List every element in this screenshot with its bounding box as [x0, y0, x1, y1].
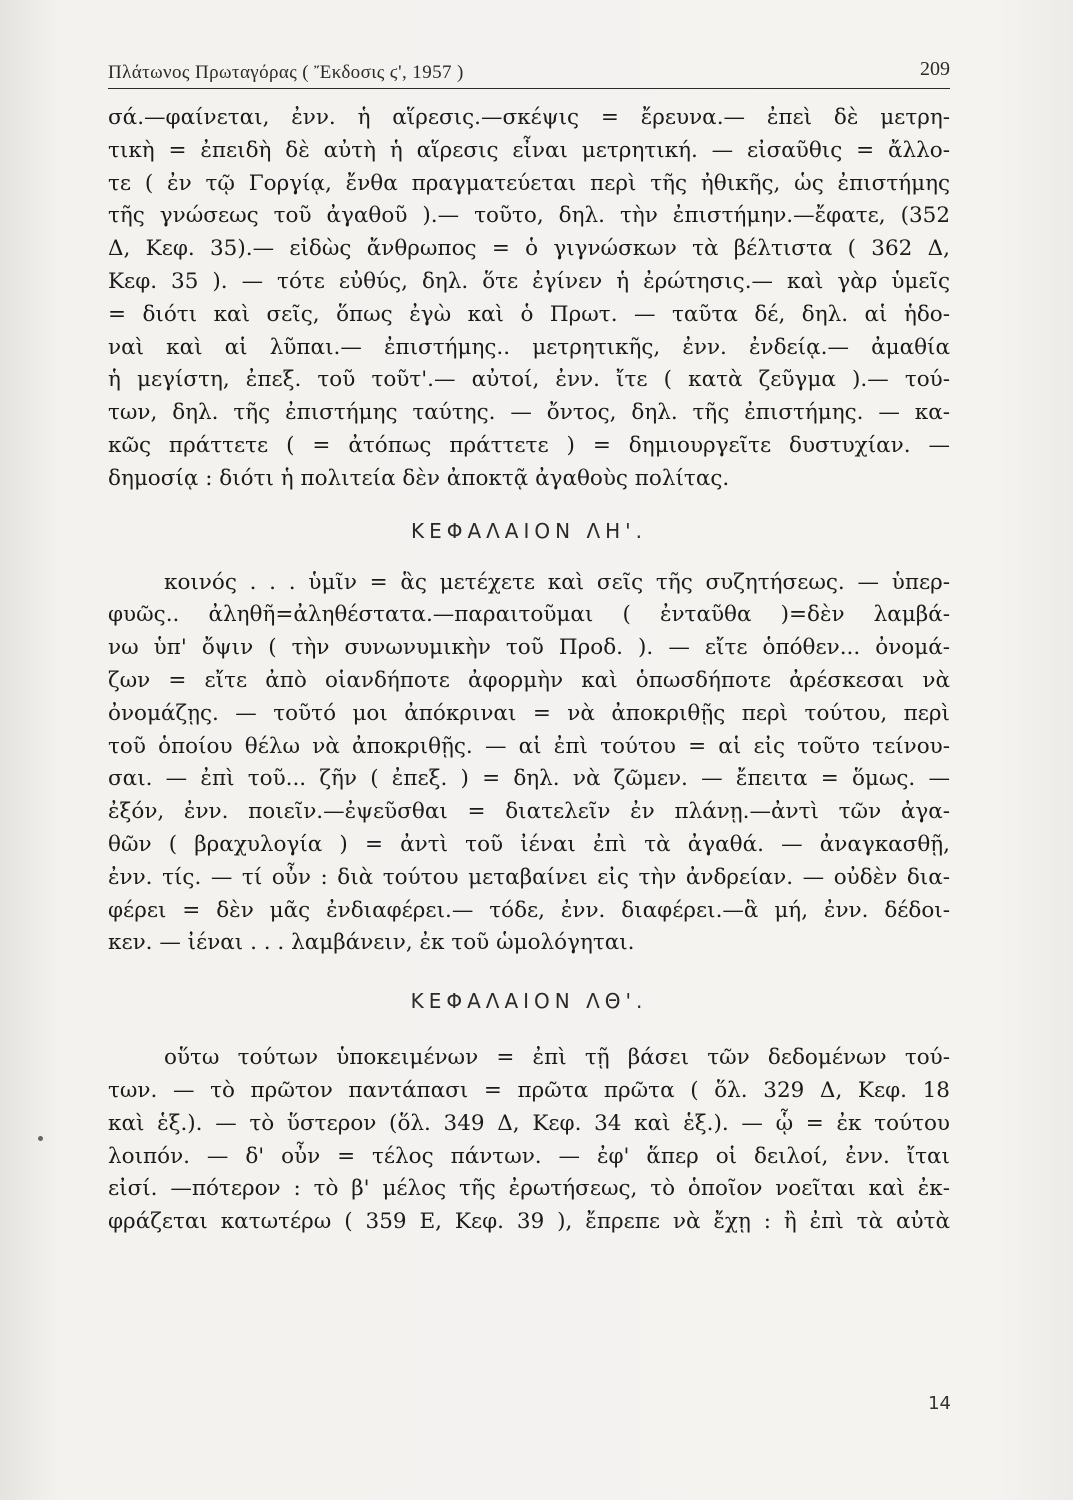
margin-dot — [38, 1136, 43, 1141]
text-line: φυῶς.. ἀληθῆ=ἀληθέστατα.—παραιτοῦμαι ( ἐνταῦθα )=δὲν λαμβά- — [108, 602, 950, 628]
text-line: τῆς γνώσεως τοῦ ἀγαθοῦ ).— τοῦτο, δηλ. τὴν ἐπιστήμην.—ἔφατε, (352 — [108, 203, 950, 229]
text-line: = διότι καὶ σεῖς, ὅπως ἐγὼ καὶ ὁ Πρωτ. — ταῦτα δέ, δηλ. αἱ ἡδο- — [108, 301, 950, 327]
chapter-heading: ΚΕΦΑΛΑΙΟΝ ΛΗ'. — [410, 518, 648, 543]
paragraph-2 — [108, 567, 950, 961]
commentary-text — [108, 102, 950, 1239]
text-line: κοινός . . . ὑμῖν = ἃς μετέχετε καὶ σεῖς τῆς συζητήσεως. — ὑπερ- — [164, 569, 950, 595]
text-line: ναὶ καὶ αἱ λῦπαι.— ἐπιστήμης.. μετρητικῆς, ἐνν. ἐνδείᾳ.— ἀμαθία — [108, 334, 950, 360]
text-line: λοιπόν. — δ' οὖν = τέλος πάντων. — ἐφ' ἅπερ οἱ δειλοί, ἐνν. ἴται — [108, 1143, 950, 1169]
text-line: των, δηλ. τῆς ἐπιστήμης ταύτης. — ὄντος, δηλ. τῆς ἐπιστήμης. — κα- — [108, 400, 950, 426]
text-line: σαι. — ἐπὶ τοῦ... ζῆν ( ἐπεξ. ) = δηλ. νὰ ζῶμεν. — ἔπειτα = ὅμως. — — [108, 766, 950, 792]
running-head: Πλάτωνος Πρωταγόρας ( Ἔκδοσις ϛ', 1957 ) — [108, 62, 464, 83]
paragraph-1 — [108, 102, 950, 496]
text-line: τικὴ = ἐπειδὴ δὲ αὐτὴ ἡ αἵρεσις εἶναι μετρητική. — εἰσαῦθις = ἄλλο- — [108, 137, 950, 163]
paragraph-3 — [108, 1042, 950, 1239]
text-line: τε ( ἐν τῷ Γοργίᾳ, ἔνθα πραγματεύεται περὶ τῆς ἠθικῆς, ὡς ἐπιστήμης — [108, 170, 950, 196]
text-line: τοῦ ὁποίου θέλω νὰ ἀποκριθῇς. — αἱ ἐπὶ τούτου = αἱ εἰς τοῦτο τείνου- — [108, 733, 950, 759]
text-line: ἡ μεγίστη, ἐπεξ. τοῦ τοῦτ'.— αὐτοί, ἐνν. ἴτε ( κατὰ ζεῦγμα ).— τού- — [108, 367, 950, 393]
text-line: Δ, Κεφ. 35).— εἰδὼς ἄνθρωπος = ὁ γιγνώσκων τὰ βέλτιστα ( 362 Δ, — [108, 236, 950, 262]
signature-mark: 14 — [928, 1393, 951, 1414]
text-line: οὕτω τούτων ὑποκειμένων = ἐπὶ τῇ βάσει τῶν δεδομένων τού- — [164, 1045, 950, 1071]
text-line: εἰσί. —πότερον : τὸ β' μέλος τῆς ἐρωτήσεως, τὸ ὁποῖον νοεῖται καὶ ἐκ- — [108, 1176, 950, 1202]
text-line: φέρει = δὲν μᾶς ἐνδιαφέρει.— τόδε, ἐνν. διαφέρει.—ἃ μή, ἐνν. δέδοι- — [108, 897, 950, 923]
text-line: ἐξόν, ἐνν. ποιεῖν.—ἐψεῦσθαι = διατελεῖν ἐν πλάνῃ.—ἀντὶ τῶν ἀγα- — [108, 799, 950, 825]
text-line: καὶ ἑξ.). — τὸ ὕστερον (ὅλ. 349 Δ, Κεφ. 34 καὶ ἑξ.). — ᾧ = ἐκ τούτου — [108, 1110, 950, 1136]
text-line: δημοσίᾳ : διότι ἡ πολιτεία δὲν ἀποκτᾷ ἀγαθοὺς πολίτας. — [108, 465, 730, 491]
text-line: ὀνομάζῃς. — τοῦτό μοι ἀπόκριναι = νὰ ἀποκριθῇς περὶ τούτου, περὶ — [108, 700, 950, 726]
chapter-heading: ΚΕΦΑΛΑΙΟΝ ΛΘ'. — [410, 989, 648, 1014]
text-line: σά.—φαίνεται, ἐνν. ἡ αἵρεσις.—σκέψις = ἔρευνα.— ἐπεὶ δὲ μετρη- — [108, 105, 950, 130]
text-line: ζων = εἴτε ἀπὸ οἱανδήποτε ἀφορμὴν καὶ ὁπωσδήποτε ἀρέσκεσαι νὰ — [108, 667, 950, 693]
text-line: Κεφ. 35 ). — τότε εὐθύς, δηλ. ὅτε ἐγίνεν ἡ ἐρώτησις.— καὶ γὰρ ὑμεῖς — [108, 268, 950, 294]
text-line: των. — τὸ πρῶτον παντάπασι = πρῶτα πρῶτα ( ὅλ. 329 Δ, Κεφ. 18 — [108, 1077, 950, 1103]
text-line: κῶς πράττετε ( = ἀτόπως πράττετε ) = δημιουργεῖτε δυστυχίαν. — — [108, 432, 950, 458]
page-header — [108, 58, 950, 89]
text-line: ἐνν. τίς. — τί οὖν : διὰ τούτου μεταβαίνει εἰς τὴν ἀνδρείαν. — οὐδὲν δια- — [108, 864, 950, 890]
text-line: θῶν ( βραχυλογία ) = ἀντὶ τοῦ ἰέναι ἐπὶ τὰ ἀγαθά. — ἀναγκασθῇ, — [108, 831, 950, 857]
text-line: κεν. — ἰέναι . . . λαμβάνειν, ἐκ τοῦ ὡμολόγηται. — [108, 930, 635, 956]
text-line: φράζεται κατωτέρω ( 359 Ε, Κεφ. 39 ), ἔπρεπε νὰ ἔχῃ : ἢ ἐπὶ τὰ αὐτὰ — [108, 1209, 950, 1235]
text-line: νω ὑπ' ὄψιν ( τὴν συνωνυμικὴν τοῦ Προδ. ). — εἴτε ὁπόθεν... ὀνομά- — [108, 635, 950, 661]
page-number: 209 — [920, 58, 950, 80]
